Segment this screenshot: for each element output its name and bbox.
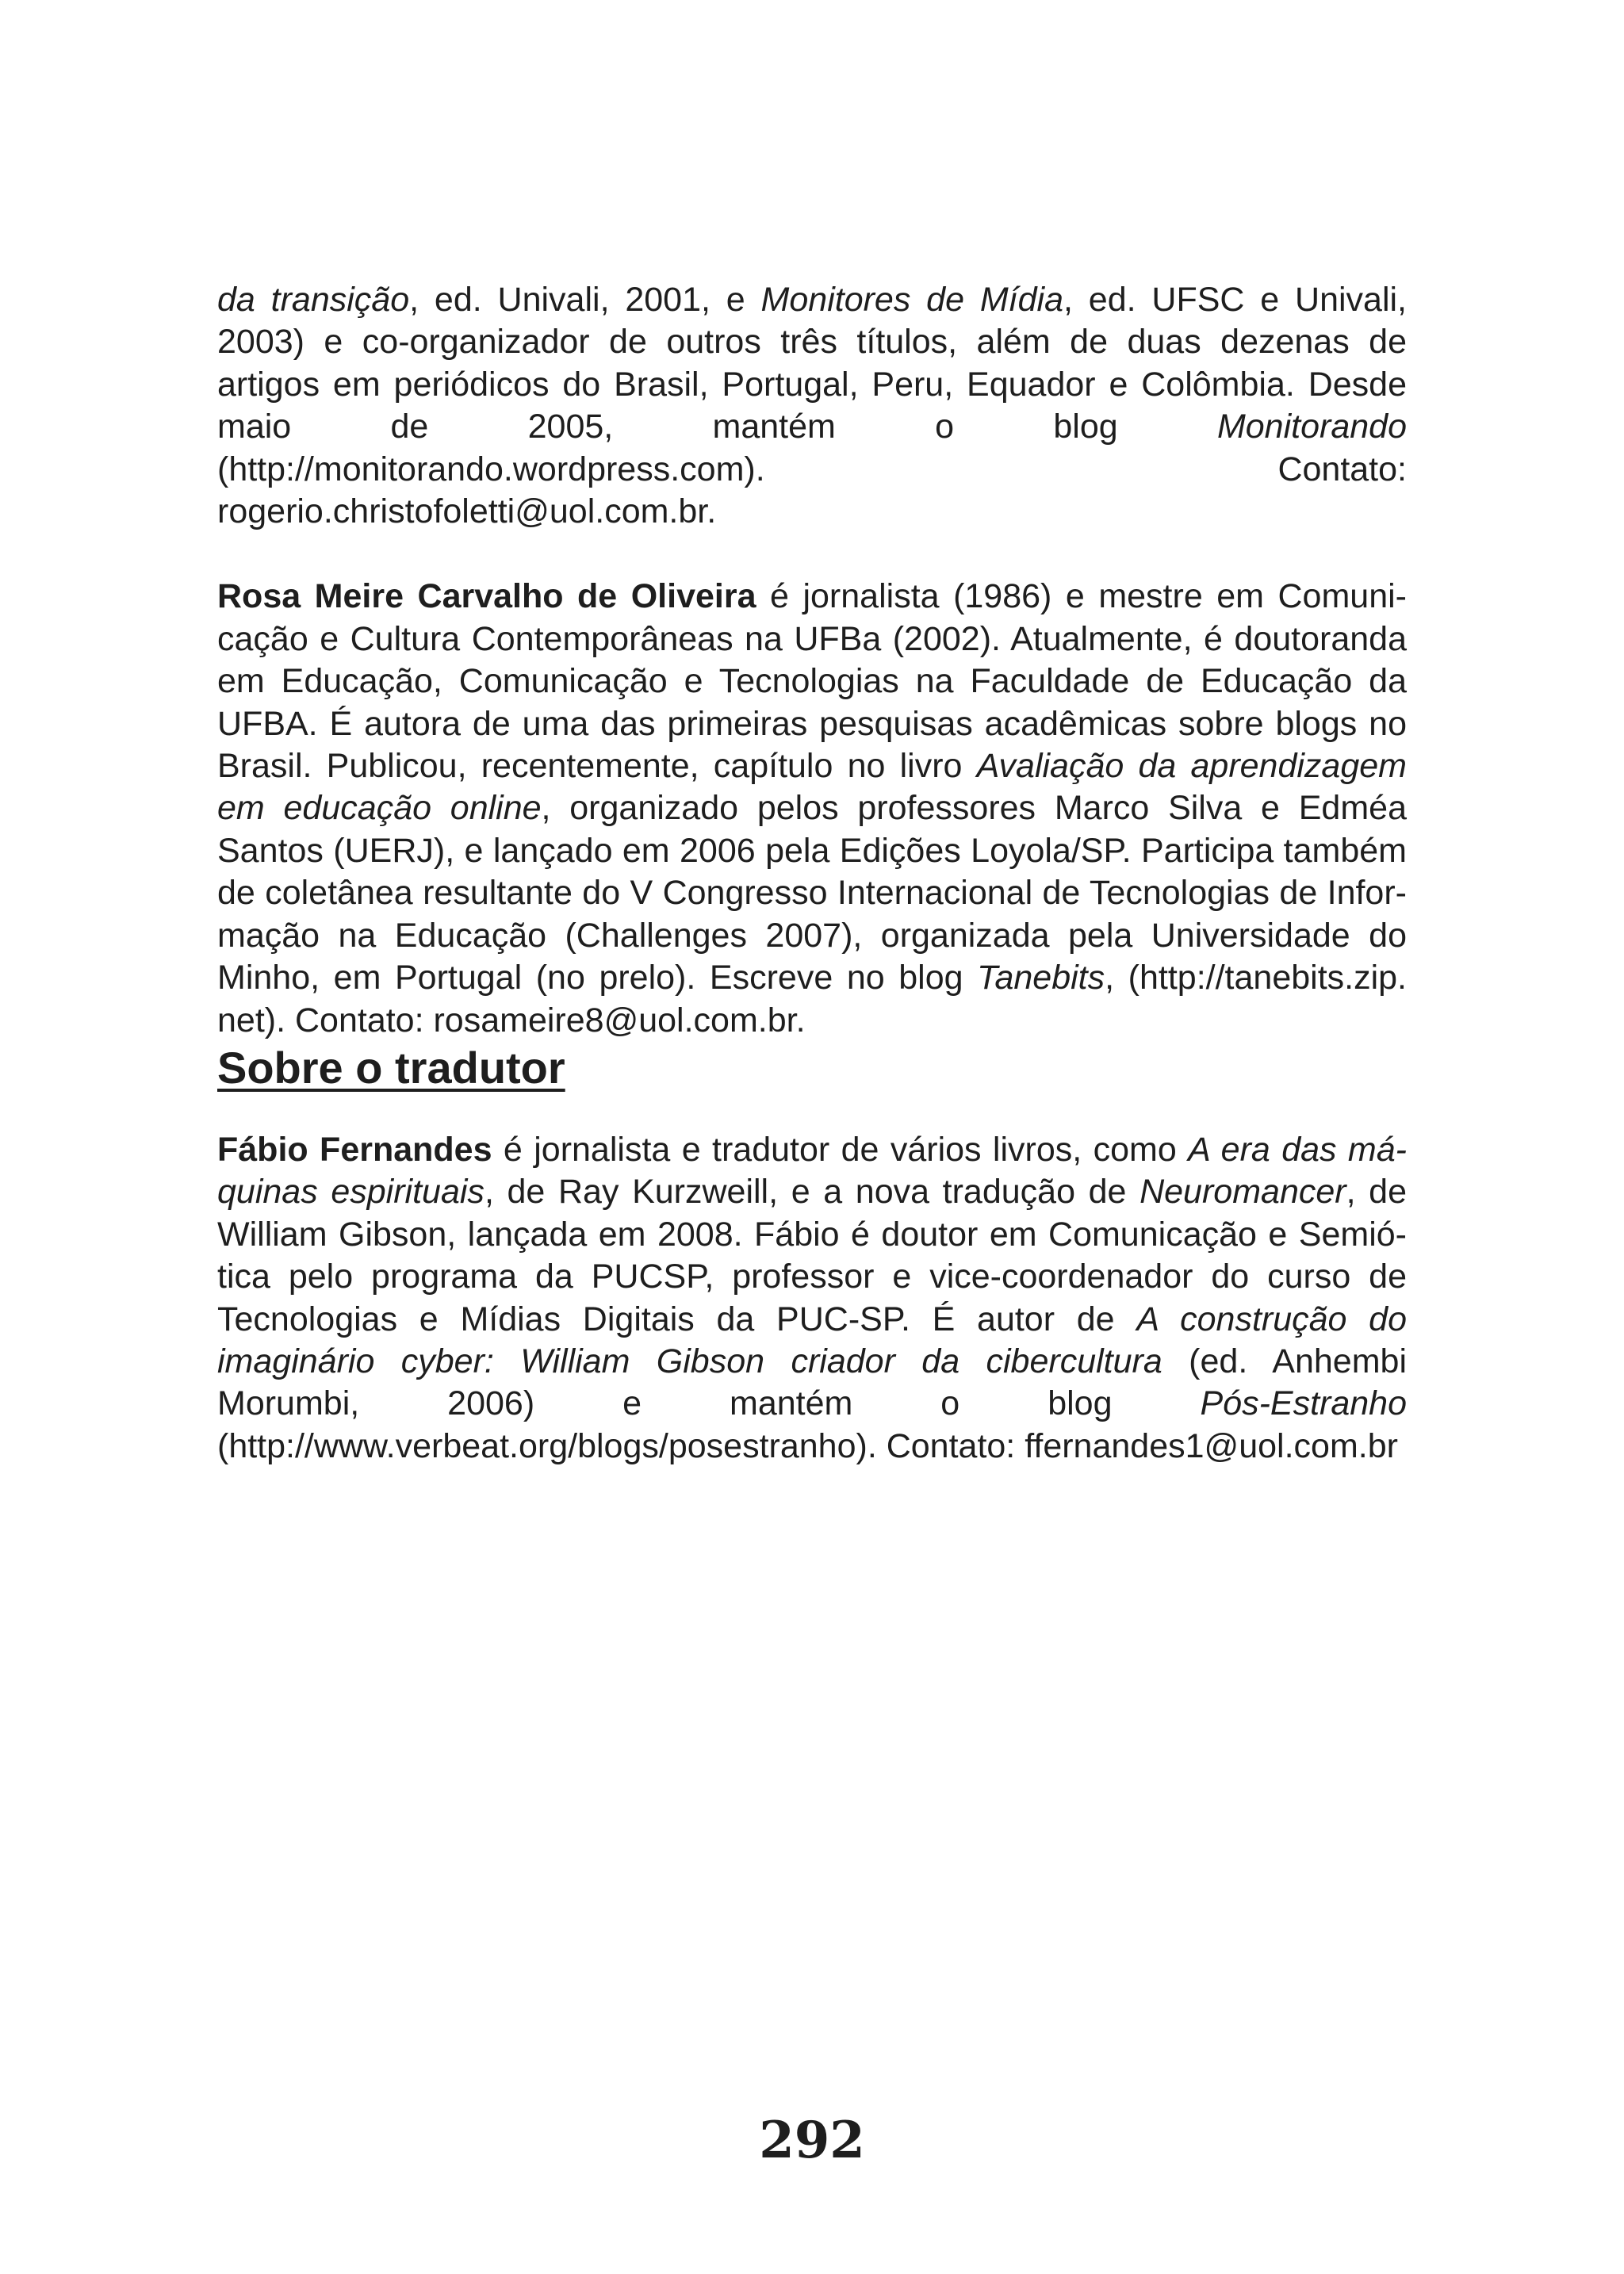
bio-fabio-text-1: é jornalista e tradutor de vários livros, como — [492, 1130, 1189, 1169]
bio-rosa-text-3: , organizado pelos professores Marco Silva e Edméa Santos (UERJ), e lançado em 2006 pela Edições Loyola/SP. Participa também de coletânea resultante do V Congresso Internacional de Tecnologias de Informação na Educação (Challenges 2007), organizada pela Universidade do Minho, em Portugal (no prelo). Escreve no blog — [217, 789, 1407, 997]
bio-fabio-text-2: A era das máquinas espirituais — [217, 1130, 1407, 1212]
bio-rosa-text-1: é jornalista (1986) e mestre em Comunicação e Cultura Contemporâneas na UFBa (2002). Atualmente, é doutoranda em Educação, Comunicação e Tecnologias na Faculdade de Educação da UFBA. É autora de uma das primeiras pesquisas acadêmicas sobre blogs no Brasil. Publicou, recentemente, capítulo no livro — [217, 577, 1407, 786]
bio-rosa-text-5: , (http://tanebits.zip.​net). Contato: rosameire8@uol.com.br. — [217, 959, 1408, 1039]
bio-rogerio-text-6: (http://monitorando.wordpress.com). Contato: rogerio.christofoletti@uol.com.br. — [217, 450, 1407, 531]
bio-rosa-name: Rosa Meire Carvalho de Oliveira — [217, 577, 756, 616]
bio-rogerio-text-5: Monitorando — [1216, 408, 1407, 446]
bio-fabio-text-4: Neuromancer — [1139, 1173, 1346, 1212]
bio-fabio-text-8: Pós-Estranho — [1200, 1384, 1407, 1423]
bio-fabio-name: Fábio Fernandes — [217, 1130, 492, 1169]
page-number: 292 — [759, 2111, 865, 2170]
bio-fabio-text-5: , de William Gibson, lançada em 2008. Fábio é doutor em Comunicação e Semiótica pelo programa da PUCSP, professor e vice-coordenador do curso de Tecnologias e Mídias Digitais da PUC-SP. É autor de — [217, 1173, 1407, 1338]
bio-rosa-paragraph — [217, 576, 1407, 1041]
bio-rogerio-text-3: Monitores de Mídia — [760, 281, 1063, 319]
page-body — [217, 279, 1407, 1468]
bio-fabio-text-3: , de Ray Kurzweill, e a nova tradução de — [484, 1173, 1140, 1212]
bio-rogerio-text-2: , ed. Univali, 2001, e — [409, 281, 761, 319]
bio-fabio-text-7: (ed. Anhembi Morumbi, 2006) e mantém o blog — [217, 1342, 1408, 1423]
bio-fabio-paragraph — [217, 1129, 1407, 1468]
section-heading-translator: Sobre o tradutor — [217, 1042, 565, 1093]
bio-fabio-text-9: (http://www.verbeat.org/blogs/posestranho). Contato: ffernandes1@uol.com.br — [217, 1426, 1398, 1465]
bio-rosa-text-2: Avaliação da aprendizagem em educação online — [217, 747, 1407, 828]
bio-rogerio-paragraph — [217, 279, 1407, 533]
bio-rogerio-text-1: da transição — [217, 281, 410, 319]
bio-fabio-text-6: A construção do imaginário cyber: William Gibson criador da cibercultura — [217, 1300, 1407, 1380]
bio-rosa-text-4: Tanebits — [977, 959, 1105, 997]
bio-rogerio-text-4: , ed. UFSC e Univali, 2003) e co-organizador de outros três títulos, além de duas dezenas de artigos em periódicos do Brasil, Portugal, Peru, Equador e Colômbia. Desde maio de 2005, mantém o blog — [217, 281, 1408, 446]
